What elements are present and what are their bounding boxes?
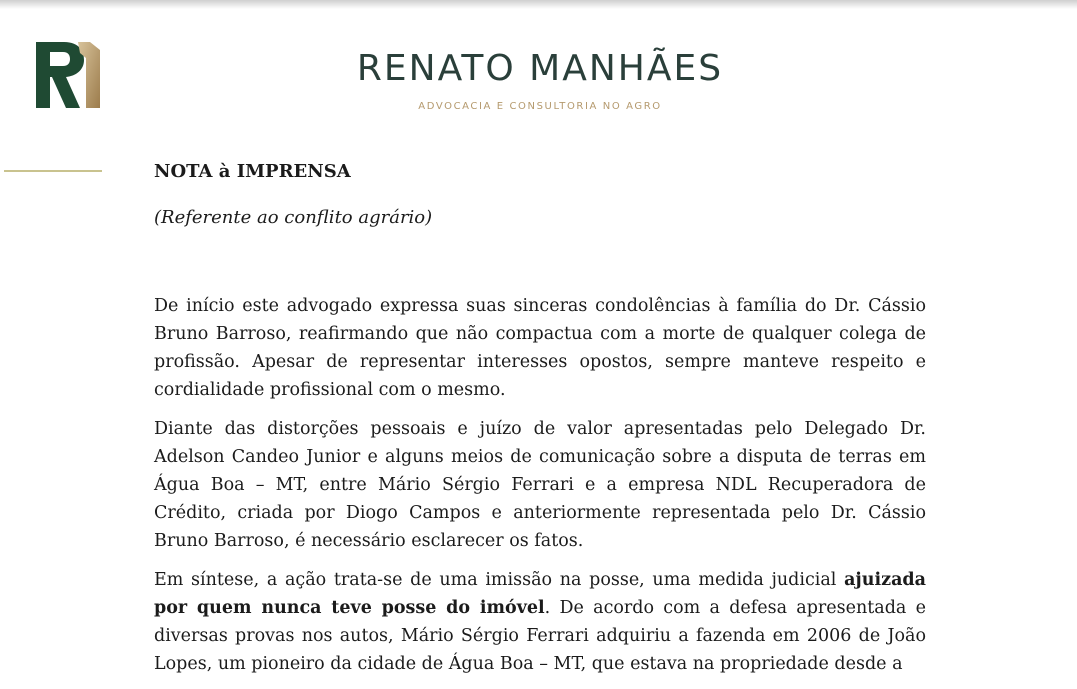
paragraph-3-text-start: Em síntese, a ação trata-se de uma imissão na posse, uma medida judicial — [154, 570, 845, 590]
paragraph-3 — [154, 566, 926, 678]
brand-tagline: ADVOCACIA E CONSULTORIA NO AGRO — [418, 101, 662, 112]
accent-divider — [4, 170, 102, 172]
paragraph-2: Diante das distorções pessoais e juízo de valor apresentadas pelo Delegado Dr. Adelson Candeo Junior e alguns meios de comunicação sobre a disputa de terras em Água Boa – MT, entre Mário Sérgio Ferrari e a empresa NDL Recuperadora de Crédito, criada por Diogo Campos e anteriormente representada pelo Dr. Cássio Bruno Barroso, é necessário esclarecer os fatos. — [154, 419, 926, 551]
document-body — [154, 292, 926, 689]
page-top-shadow — [0, 0, 1077, 9]
paragraph-3-bold-text: ajuizada por quem nunca teve posse do imóvel — [154, 570, 926, 618]
rm-monogram-icon — [30, 38, 104, 112]
paragraph-1: De início este advogado expressa suas sinceras condolências à família do Dr. Cássio Bruno Barroso, reafirmando que não compactua com a morte de qualquer colega de profissão. Apesar de representar interesses opostos, sempre manteve respeito e cordialidade profissional com o mesmo. — [154, 296, 926, 400]
brand-name: RENATO MANHÃES — [356, 48, 724, 89]
document-subtitle: (Referente ao conflito agrário) — [154, 207, 433, 228]
paragraph-3-text-end: . De acordo com a defesa apresentada e diversas provas nos autos, Mário Sérgio Ferrari adquiriu a fazenda em 2006 de João Lopes, um pioneiro da cidade de Água Boa – MT, que estava na propriedade desde a — [154, 598, 926, 674]
document-title: NOTA à IMPRENSA — [154, 161, 351, 182]
